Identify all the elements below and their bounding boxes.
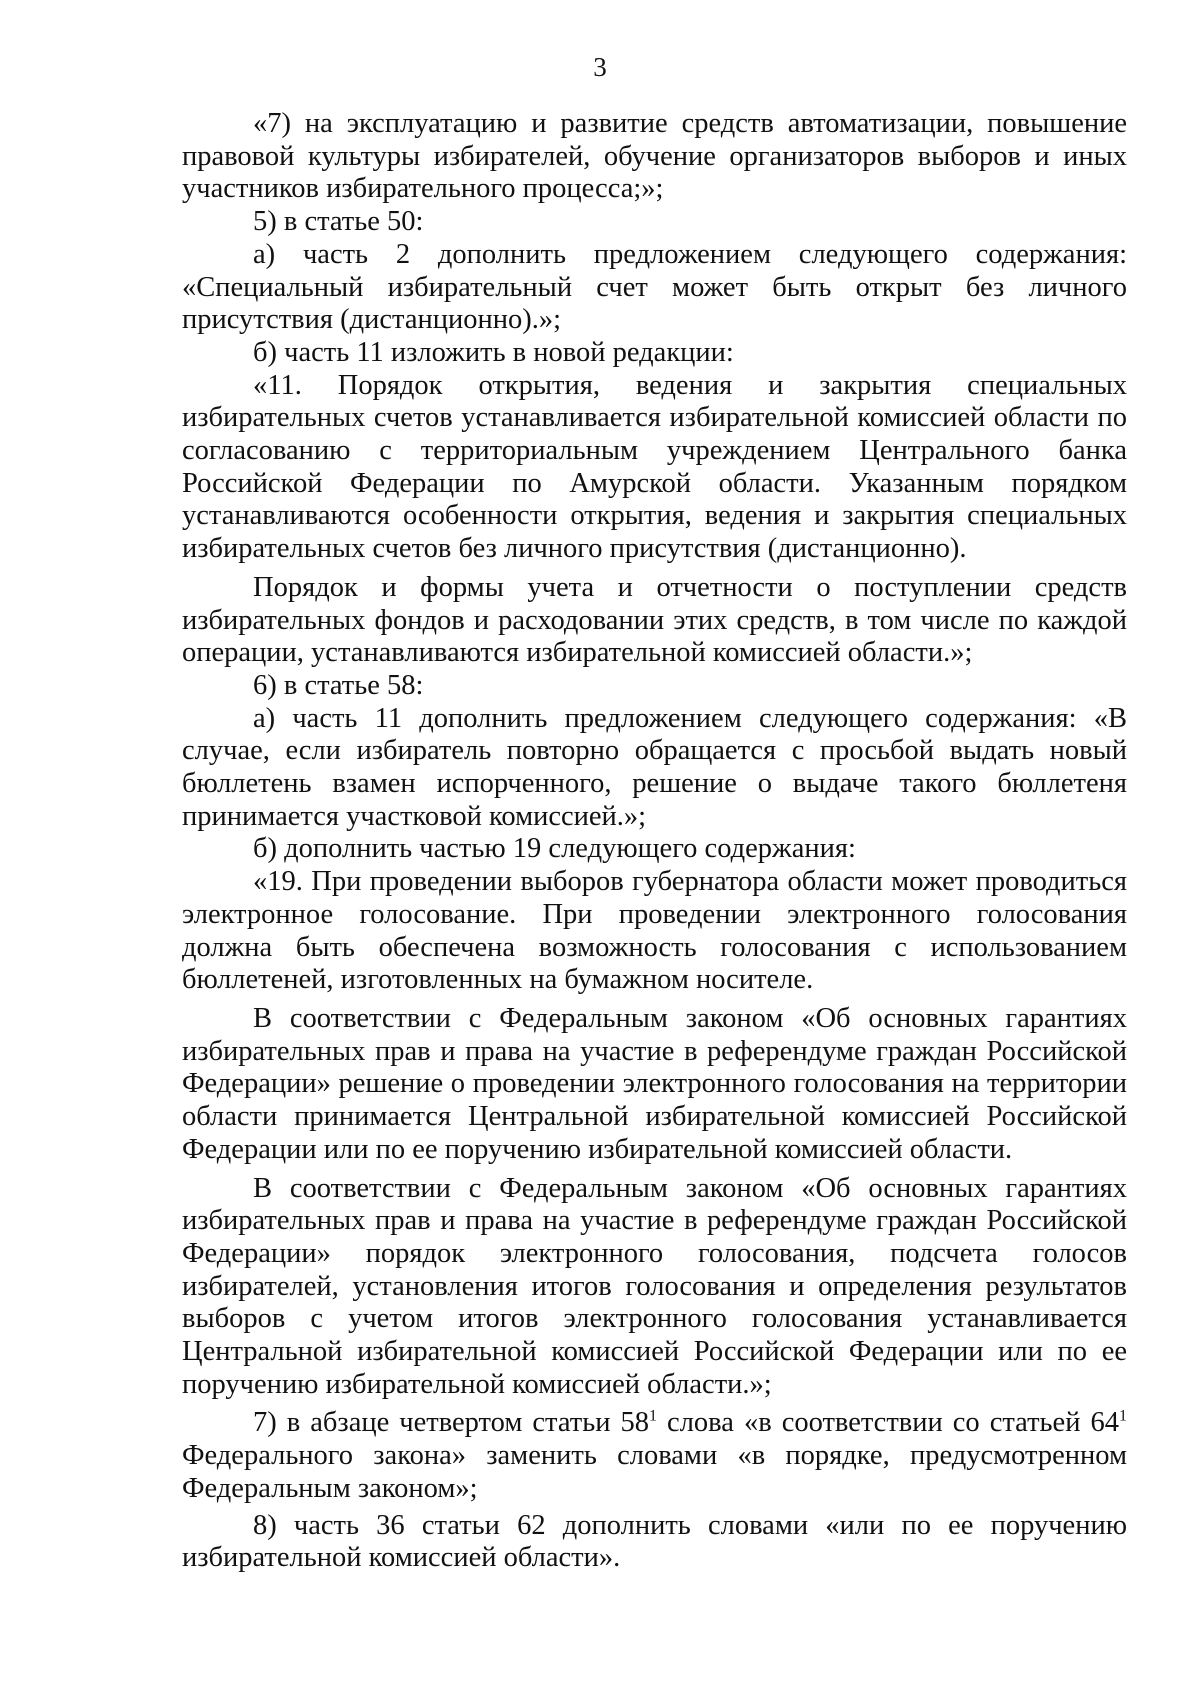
paragraph: «7) на эксплуатацию и развитие средств автоматизации, повышение правовой культуры избирателей, обучение организаторов выборов и иных участников избирательного процесса;»; [182, 108, 1127, 205]
document-body [182, 108, 1127, 1575]
paragraph-amendment-7 [182, 1407, 1127, 1505]
paragraph: В соответствии с Федеральным законом «Об основных гарантиях избирательных прав и права на участие в референдуме граждан Российской Федерации» решение о проведении электронного голосования на территории области принимается Центральной избирательной комиссией Российской Федерации или по ее поручению избирательной комиссией области. [182, 1002, 1127, 1165]
text-run: слова «в соответствии со статьей 64 [657, 1407, 1119, 1439]
text-run: Федерального закона» заменить словами «в порядке, предусмотренном Федеральным законом»; [182, 1440, 1127, 1504]
paragraph: «19. При проведении выборов губернатора области может проводиться электронное голосование. При проведении электронного голосования должна быть обеспечена возможность голосования с использованием бюллетеней, изготовленных на бумажном носителе. [182, 866, 1127, 996]
text-run: 7) в абзаце четвертом статьи 58 [253, 1407, 650, 1439]
paragraph: а) часть 2 дополнить предложением следующего содержания: «Специальный избирательный счет может быть открыт без личного присутствия (дистанционно).»; [182, 238, 1127, 336]
page-number: 3 [593, 52, 607, 82]
paragraph: а) часть 11 дополнить предложением следующего содержания: «В случае, если избиратель повторно обращается с просьбой выдать новый бюллетень взамен испорченного, решение о выдаче такого бюллетеня принимается участковой комиссией.»; [182, 702, 1127, 832]
paragraph: 8) часть 36 статьи 62 дополнить словами «или по ее поручению избирательной комиссией области». [182, 1509, 1127, 1574]
paragraph: б) часть 11 изложить в новой редакции: [253, 336, 734, 368]
paragraph: 5) в статье 50: [253, 206, 424, 238]
paragraph: Порядок и формы учета и отчетности о поступлении средств избирательных фондов и расходовании этих средств, в том числе по каждой операции, устанавливаются избирательной комиссией области.»; [182, 571, 1127, 669]
paragraph: В соответствии с Федеральным законом «Об основных гарантиях избирательных прав и права на участие в референдуме граждан Российской Федерации» порядок электронного голосования, подсчета голосов избирателей, установления итогов голосования и определения результатов выборов с учетом итогов электронного голосования устанавливается Центральной избирательной комиссией Российской Федерации или по ее поручению избирательной комиссией области.»; [182, 1172, 1127, 1400]
paragraph: «11. Порядок открытия, ведения и закрытия специальных избирательных счетов устанавливается избирательной комиссией области по согласованию с территориальным учреждением Центрального банка Российской Федерации по Амурской области. Указанным порядком устанавливаются особенности открытия, ведения и закрытия специальных избирательных счетов без личного присутствия (дистанционно). [182, 369, 1127, 565]
paragraph: б) дополнить частью 19 следующего содержания: [253, 833, 856, 865]
superscript: 1 [649, 1407, 658, 1425]
paragraph: 6) в статье 58: [253, 669, 424, 701]
superscript: 1 [1119, 1407, 1127, 1425]
